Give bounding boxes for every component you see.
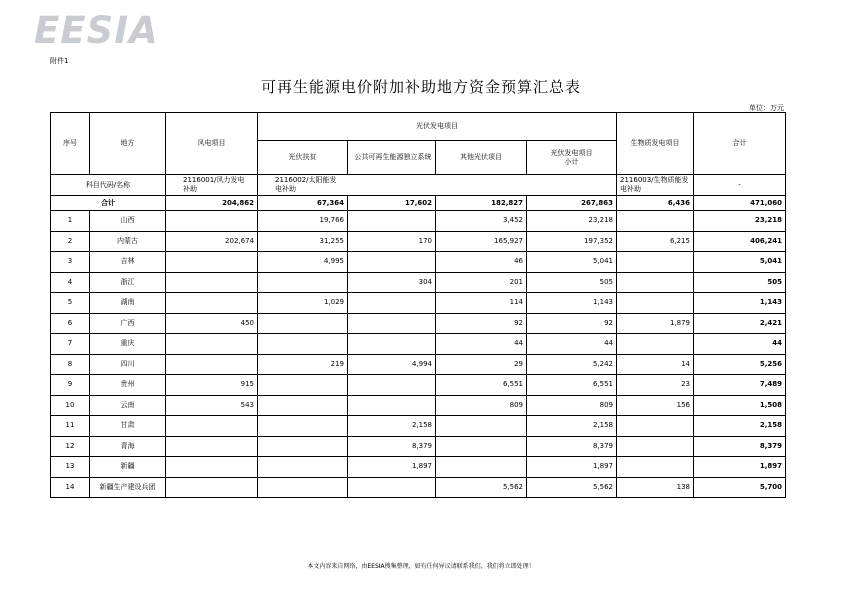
document-title: 可再生能源电价附加补助地方资金预算汇总表 <box>260 78 581 96</box>
bio-code-label: 2116003/生物质能发电补助 <box>620 176 689 193</box>
cell-pv-other: 6,551 <box>436 375 527 396</box>
cell-pv-other <box>436 457 527 478</box>
eesia-watermark-logo: EESIA <box>34 9 159 52</box>
cell-total: 8,379 <box>694 436 786 457</box>
cell-pv-poverty <box>258 334 348 355</box>
code-row-label: 科目代码/名称 <box>51 175 166 196</box>
cell-seq: 8 <box>51 354 90 375</box>
cell-pv-other: 809 <box>436 395 527 416</box>
cell-seq: 1 <box>51 211 90 232</box>
cell-total: 1,143 <box>694 293 786 314</box>
cell-pv-other: 29 <box>436 354 527 375</box>
cell-seq: 14 <box>51 477 90 498</box>
cell-pv-other: 92 <box>436 313 527 334</box>
cell-pv-poverty <box>258 395 348 416</box>
header-seq: 序号 <box>51 113 90 175</box>
cell-wind <box>166 354 258 375</box>
cell-seq: 2 <box>51 231 90 252</box>
header-region: 地方 <box>90 113 166 175</box>
attachment-label: 附件1 <box>50 57 69 65</box>
table-row <box>51 252 786 273</box>
table-row <box>51 477 786 498</box>
cell-seq: 3 <box>51 252 90 273</box>
cell-bio <box>617 252 694 273</box>
wind-code <box>166 175 258 196</box>
pv-code <box>258 175 617 196</box>
cell-pv-poverty <box>258 477 348 498</box>
cell-pv-poverty: 4,995 <box>258 252 348 273</box>
sum-row <box>51 196 786 211</box>
cell-pv-subtotal: 6,551 <box>527 375 617 396</box>
cell-pv-subtotal: 92 <box>527 313 617 334</box>
cell-wind: 450 <box>166 313 258 334</box>
cell-bio <box>617 457 694 478</box>
cell-total: 2,158 <box>694 416 786 437</box>
cell-pv-subtotal: 197,352 <box>527 231 617 252</box>
budget-summary-table <box>50 112 786 498</box>
cell-pv-public: 170 <box>348 231 436 252</box>
table-row <box>51 416 786 437</box>
sum-label: 合计 <box>51 196 166 211</box>
header-total: 合计 <box>694 113 786 175</box>
cell-wind <box>166 293 258 314</box>
cell-region: 新疆 <box>90 457 166 478</box>
unit-label: 单位：万元 <box>749 104 784 112</box>
cell-bio: 14 <box>617 354 694 375</box>
cell-pv-subtotal: 2,158 <box>527 416 617 437</box>
sum-pv-public: 17,602 <box>348 196 436 211</box>
cell-wind <box>166 457 258 478</box>
cell-pv-public <box>348 293 436 314</box>
cell-pv-other: 46 <box>436 252 527 273</box>
cell-pv-poverty: 219 <box>258 354 348 375</box>
cell-region: 湖南 <box>90 293 166 314</box>
cell-wind <box>166 211 258 232</box>
cell-pv-public <box>348 252 436 273</box>
cell-pv-subtotal: 1,897 <box>527 457 617 478</box>
table-row <box>51 272 786 293</box>
table-row <box>51 293 786 314</box>
cell-total: 23,218 <box>694 211 786 232</box>
cell-bio: 156 <box>617 395 694 416</box>
cell-pv-subtotal: 809 <box>527 395 617 416</box>
cell-pv-other <box>436 436 527 457</box>
cell-pv-poverty <box>258 457 348 478</box>
cell-seq: 9 <box>51 375 90 396</box>
cell-wind <box>166 416 258 437</box>
header-pv-poverty: 光伏扶贫 <box>258 141 348 175</box>
cell-pv-subtotal: 505 <box>527 272 617 293</box>
cell-pv-poverty: 1,029 <box>258 293 348 314</box>
cell-bio: 138 <box>617 477 694 498</box>
cell-pv-public <box>348 313 436 334</box>
cell-pv-subtotal: 8,379 <box>527 436 617 457</box>
sum-total: 471,060 <box>694 196 786 211</box>
cell-bio <box>617 211 694 232</box>
cell-pv-public: 2,158 <box>348 416 436 437</box>
cell-pv-public <box>348 395 436 416</box>
table-row <box>51 354 786 375</box>
cell-region: 甘肃 <box>90 416 166 437</box>
cell-bio: 1,879 <box>617 313 694 334</box>
header-pv-public <box>348 141 436 175</box>
cell-pv-other <box>436 416 527 437</box>
cell-bio <box>617 272 694 293</box>
table-row <box>51 231 786 252</box>
cell-pv-poverty <box>258 375 348 396</box>
table-row <box>51 457 786 478</box>
cell-pv-public: 8,379 <box>348 436 436 457</box>
cell-region: 内蒙古 <box>90 231 166 252</box>
cell-seq: 7 <box>51 334 90 355</box>
cell-pv-public <box>348 334 436 355</box>
cell-pv-public <box>348 211 436 232</box>
sum-pv-subtotal: 267,863 <box>527 196 617 211</box>
cell-seq: 6 <box>51 313 90 334</box>
cell-total: 1,508 <box>694 395 786 416</box>
cell-pv-public: 1,897 <box>348 457 436 478</box>
cell-bio <box>617 416 694 437</box>
cell-region: 贵州 <box>90 375 166 396</box>
cell-wind <box>166 436 258 457</box>
table-row <box>51 211 786 232</box>
pv-code-label: 2116002/太阳能发电补助 <box>275 176 337 193</box>
sum-pv-other: 182,827 <box>436 196 527 211</box>
cell-region: 浙江 <box>90 272 166 293</box>
cell-wind: 543 <box>166 395 258 416</box>
table-row <box>51 313 786 334</box>
cell-total: 7,489 <box>694 375 786 396</box>
cell-wind <box>166 477 258 498</box>
cell-bio <box>617 334 694 355</box>
cell-bio: 6,215 <box>617 231 694 252</box>
header-pv-subtotal-label: 光伏发电项目小计 <box>550 148 593 166</box>
cell-region: 重庆 <box>90 334 166 355</box>
cell-pv-subtotal: 5,562 <box>527 477 617 498</box>
cell-seq: 13 <box>51 457 90 478</box>
cell-bio <box>617 436 694 457</box>
cell-pv-poverty <box>258 313 348 334</box>
cell-region: 吉林 <box>90 252 166 273</box>
cell-total: 5,256 <box>694 354 786 375</box>
cell-seq: 10 <box>51 395 90 416</box>
bio-code <box>617 175 694 196</box>
total-code: - <box>694 175 786 196</box>
cell-total: 5,041 <box>694 252 786 273</box>
header-pv-group: 光伏发电项目 <box>258 113 617 141</box>
cell-region: 云南 <box>90 395 166 416</box>
cell-pv-other: 44 <box>436 334 527 355</box>
cell-region: 广西 <box>90 313 166 334</box>
cell-wind <box>166 272 258 293</box>
cell-seq: 5 <box>51 293 90 314</box>
cell-bio: 23 <box>617 375 694 396</box>
cell-pv-other: 201 <box>436 272 527 293</box>
wind-code-label: 2116001/风力发电补助 <box>183 176 245 193</box>
sum-wind: 204,862 <box>166 196 258 211</box>
cell-pv-subtotal: 44 <box>527 334 617 355</box>
cell-total: 5,700 <box>694 477 786 498</box>
cell-pv-public <box>348 477 436 498</box>
cell-total: 406,241 <box>694 231 786 252</box>
cell-pv-subtotal: 5,041 <box>527 252 617 273</box>
cell-region: 四川 <box>90 354 166 375</box>
cell-pv-poverty: 19,766 <box>258 211 348 232</box>
cell-total: 44 <box>694 334 786 355</box>
cell-pv-subtotal: 1,143 <box>527 293 617 314</box>
cell-region: 青海 <box>90 436 166 457</box>
header-pv-subtotal <box>527 141 617 175</box>
header-pv-public-label: 公共可再生能源独立系统 <box>354 153 432 161</box>
cell-bio <box>617 293 694 314</box>
cell-wind <box>166 334 258 355</box>
header-pv-other: 其他光伏项目 <box>436 141 527 175</box>
cell-wind: 202,674 <box>166 231 258 252</box>
table-row <box>51 375 786 396</box>
cell-pv-subtotal: 5,242 <box>527 354 617 375</box>
cell-pv-poverty: 31,255 <box>258 231 348 252</box>
cell-total: 505 <box>694 272 786 293</box>
cell-pv-other: 114 <box>436 293 527 314</box>
header-bio-label: 生物质发电项目 <box>630 139 680 147</box>
cell-region: 山西 <box>90 211 166 232</box>
cell-pv-public: 304 <box>348 272 436 293</box>
footer-disclaimer: 本文内容来自网络，由EESIA搜集整理，如有任何异议请联系我们，我们将立即处理！ <box>307 563 535 570</box>
cell-wind: 915 <box>166 375 258 396</box>
cell-pv-other: 3,452 <box>436 211 527 232</box>
cell-pv-subtotal: 23,218 <box>527 211 617 232</box>
header-wind: 风电项目 <box>166 113 258 175</box>
code-row <box>51 175 786 196</box>
cell-seq: 11 <box>51 416 90 437</box>
cell-seq: 4 <box>51 272 90 293</box>
cell-total: 1,897 <box>694 457 786 478</box>
cell-pv-poverty <box>258 416 348 437</box>
cell-total: 2,421 <box>694 313 786 334</box>
sum-bio: 6,436 <box>617 196 694 211</box>
cell-region: 新疆生产建设兵团 <box>90 477 166 498</box>
table-row <box>51 334 786 355</box>
cell-pv-other: 5,562 <box>436 477 527 498</box>
cell-wind <box>166 252 258 273</box>
cell-pv-poverty <box>258 436 348 457</box>
cell-pv-public <box>348 375 436 396</box>
header-bio <box>617 113 694 175</box>
table-row <box>51 436 786 457</box>
cell-pv-poverty <box>258 272 348 293</box>
cell-pv-other: 165,927 <box>436 231 527 252</box>
sum-pv-poverty: 67,364 <box>258 196 348 211</box>
cell-seq: 12 <box>51 436 90 457</box>
cell-pv-public: 4,994 <box>348 354 436 375</box>
table-row <box>51 395 786 416</box>
